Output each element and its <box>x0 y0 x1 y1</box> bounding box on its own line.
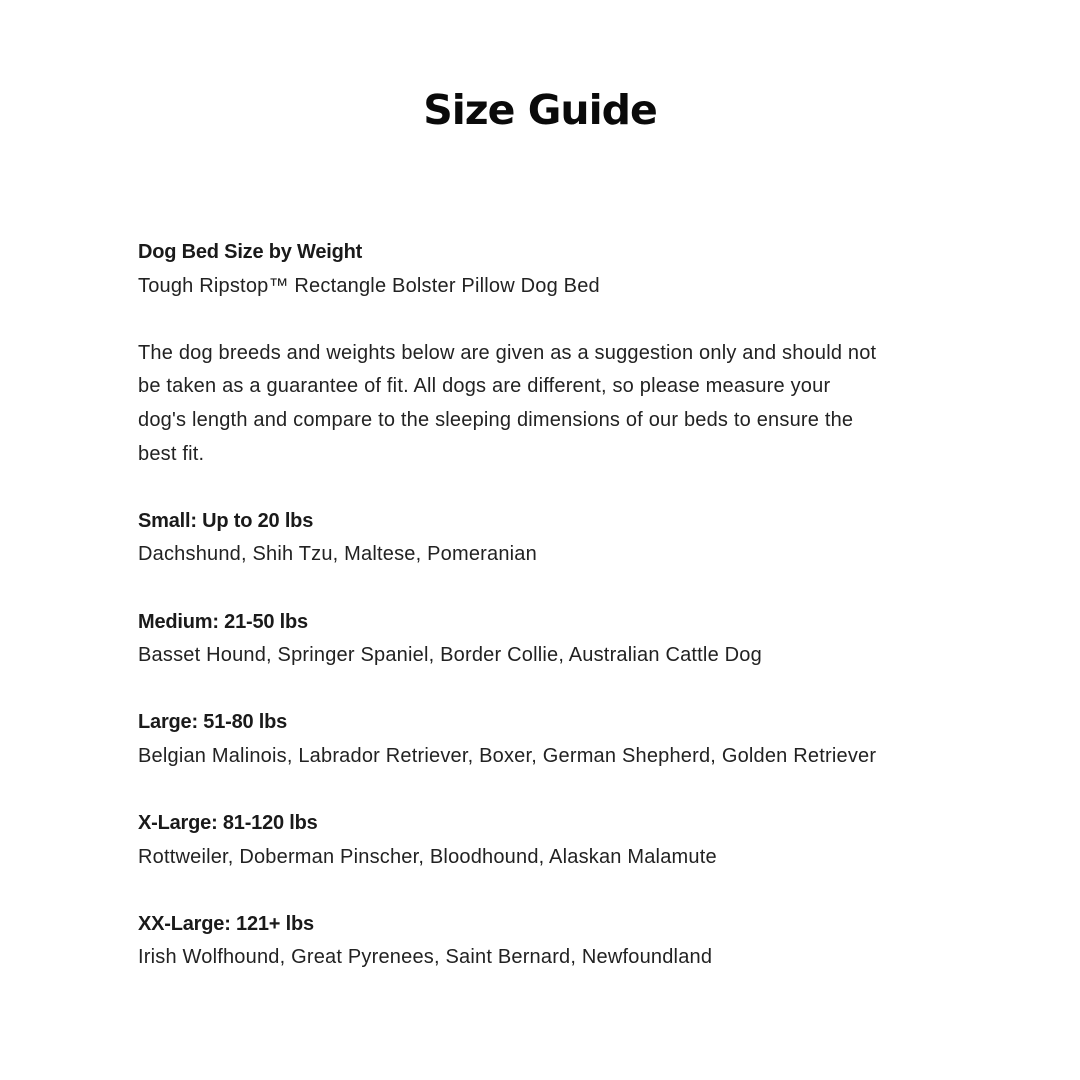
disclaimer-line: dog's length and compare to the sleeping dimensions of our beds to ensure the <box>138 408 854 431</box>
size-entry-small <box>138 505 958 572</box>
size-label: Medium: 21-50 lbs <box>138 610 308 633</box>
disclaimer-line: be taken as a guarantee of fit. All dogs are different, so please measure your <box>138 375 831 398</box>
product-name: Tough Ripstop™ Rectangle Bolster Pillow Dog Bed <box>138 274 600 297</box>
section-heading: Dog Bed Size by Weight <box>138 241 363 263</box>
size-label: Small: Up to 20 lbs <box>138 509 314 532</box>
size-label: Large: 51-80 lbs <box>138 711 288 734</box>
size-entry-x-large <box>138 807 958 874</box>
size-breeds: Belgian Malinois, Labrador Retriever, Boxer, German Shepherd, Golden Retriever <box>138 744 877 767</box>
disclaimer-line: The dog breeds and weights below are given as a suggestion only and should not <box>138 341 877 364</box>
size-entry-medium <box>138 606 958 673</box>
size-guide-content <box>138 236 958 975</box>
spacer <box>138 874 958 908</box>
size-breeds: Rottweiler, Doberman Pinscher, Bloodhound, Alaskan Malamute <box>138 845 717 868</box>
size-label: XX-Large: 121+ lbs <box>138 912 314 935</box>
disclaimer-line: best fit. <box>138 442 205 465</box>
size-entry-xx-large <box>138 908 958 975</box>
disclaimer-paragraph <box>138 337 958 471</box>
spacer <box>138 471 958 505</box>
spacer <box>138 673 958 707</box>
size-label: X-Large: 81-120 lbs <box>138 812 318 835</box>
spacer <box>138 303 958 337</box>
size-breeds: Irish Wolfhound, Great Pyrenees, Saint Bernard, Newfoundland <box>138 946 713 969</box>
page-title: Size Guide <box>423 86 657 134</box>
spacer <box>138 572 958 606</box>
size-entry-large <box>138 706 958 773</box>
spacer <box>138 774 958 808</box>
size-breeds: Basset Hound, Springer Spaniel, Border Collie, Australian Cattle Dog <box>138 644 762 667</box>
size-breeds: Dachshund, Shih Tzu, Maltese, Pomeranian <box>138 543 537 566</box>
